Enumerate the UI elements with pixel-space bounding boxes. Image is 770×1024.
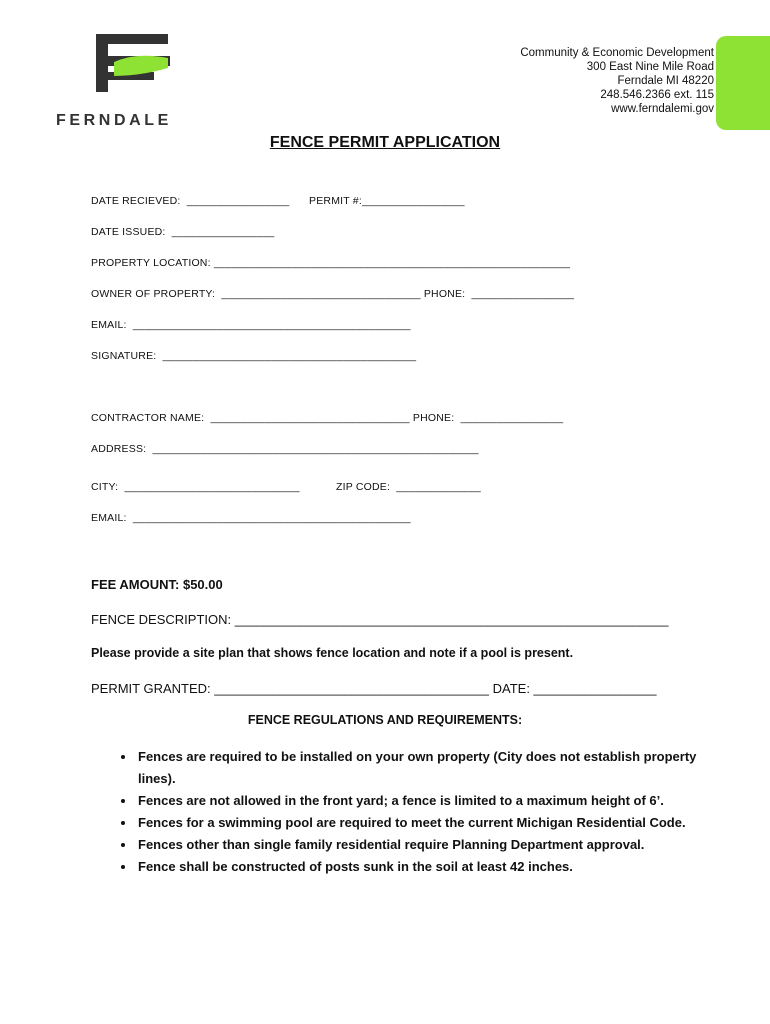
- permit-number-field[interactable]: PERMIT #:_________________: [309, 195, 465, 207]
- zip-code-field[interactable]: ZIP CODE: ______________: [336, 481, 481, 493]
- form-title: FENCE PERMIT APPLICATION: [269, 134, 501, 151]
- logo-wordmark: FERNDALE: [56, 112, 172, 129]
- contractor-email-field[interactable]: EMAIL: ______________________________________________: [91, 512, 411, 524]
- owner-phone-field[interactable]: OWNER OF PROPERTY: _________________________________ PHONE: _________________: [91, 288, 575, 300]
- date-received-field[interactable]: DATE RECIEVED: _________________: [91, 195, 290, 207]
- address-website[interactable]: www.ferndalemi.gov: [611, 103, 714, 115]
- regulation-item: • Fences are not allowed in the front yard; a fence is limited to a maximum height of 6’.: [136, 790, 726, 812]
- address-street: 300 East Nine Mile Road: [586, 61, 714, 73]
- logo-bar-top: [96, 34, 168, 44]
- fee-amount: FEE AMOUNT: $50.00: [91, 577, 223, 592]
- city-field[interactable]: CITY: _____________________________: [91, 481, 300, 493]
- regulation-item: • Fences for a swimming pool are required to meet the current Michigan Residential Code.: [136, 812, 726, 834]
- address-city: Ferndale MI 48220: [617, 75, 714, 87]
- regulation-item: • Fences other than single family residential require Planning Department approval.: [136, 834, 726, 856]
- fence-description-field[interactable]: FENCE DESCRIPTION: ____________________________________________________________: [91, 612, 669, 627]
- date-issued-field[interactable]: DATE ISSUED: _________________: [91, 226, 275, 238]
- signature-field[interactable]: SIGNATURE: __________________________________________: [91, 350, 417, 362]
- contractor-address-field[interactable]: ADDRESS: ______________________________________________________: [91, 443, 479, 455]
- green-accent-tab: [716, 36, 770, 130]
- contractor-phone-field[interactable]: CONTRACTOR NAME: _________________________________ PHONE: _________________: [91, 412, 564, 424]
- office-address: [520, 46, 714, 116]
- property-location-field[interactable]: PROPERTY LOCATION: ___________________________________________________________: [91, 257, 571, 269]
- permit-granted-field[interactable]: PERMIT GRANTED: ______________________________________ DATE: _________________: [91, 681, 657, 696]
- owner-email-field[interactable]: EMAIL: ______________________________________________: [91, 319, 411, 331]
- regulations-list: [90, 746, 726, 878]
- site-plan-note: Please provide a site plan that shows fence location and note if a pool is present.: [91, 646, 574, 660]
- regulation-item: • Fences are required to be installed on your own property (City does not establish property lines).: [136, 746, 726, 790]
- address-phone: 248.546.2366 ext. 115: [600, 89, 714, 101]
- regulations-title: FENCE REGULATIONS AND REQUIREMENTS:: [247, 713, 523, 727]
- address-department: Community & Economic Development: [520, 47, 714, 59]
- regulation-item: • Fence shall be constructed of posts sunk in the soil at least 42 inches.: [136, 856, 726, 878]
